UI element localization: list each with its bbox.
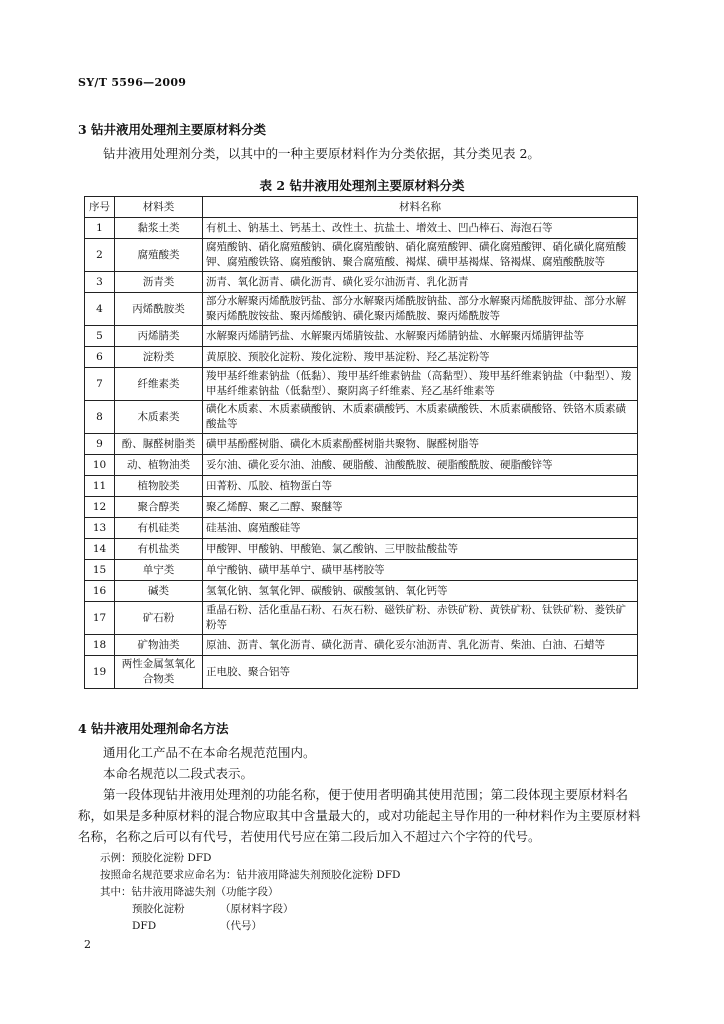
row-number: 14	[85, 539, 115, 560]
row-materials: 磺化木质素、木质素磺酸钠、木质素磺酸钙、木质素磺酸铁、木质素磺酸铬、铁铬木质素磺酸盐等	[203, 401, 638, 434]
row-number: 10	[85, 455, 115, 476]
table-row	[85, 272, 638, 293]
row-materials: 原油、沥青、氧化沥青、磺化沥青、磺化妥尔油沥青、乳化沥青、柴油、白油、石蜡等	[203, 635, 638, 656]
row-category: 两性金属氢氧化合物类	[115, 656, 203, 689]
table-row	[85, 539, 638, 560]
row-materials: 羧甲基纤维素钠盐（低黏）、羧甲基纤维素钠盐（高黏型）、羧甲基纤维素钠盐（中黏型）、羧甲基纤维素钠盐（低黏型）、聚阴离子纤维素、羟乙基纤维素等	[203, 368, 638, 401]
table-header-row	[85, 197, 638, 218]
row-materials: 沥青、氧化沥青、磺化沥青、磺化妥尔油沥青、乳化沥青	[203, 272, 638, 293]
row-number: 1	[85, 218, 115, 239]
section-4-p3: 第一段体现钻井液用处理剂的功能名称，便于使用者明确其使用范围；第二段体现主要原材料名称，如果是多种原材料的混合物应取其中含量最大的，或对功能起主导作用的一种材料作为主要原材料名称，名称之后可以有代号，若使用代号应在第二段后加入不超过六个字符的代号。	[78, 787, 641, 844]
table-row	[85, 326, 638, 347]
page-number: 2	[84, 938, 91, 951]
row-number: 15	[85, 560, 115, 581]
row-number: 18	[85, 635, 115, 656]
table-row	[85, 518, 638, 539]
row-number: 17	[85, 602, 115, 635]
header-no: 序号	[85, 197, 115, 218]
row-materials: 部分水解聚丙烯酰胺钙盐、部分水解聚丙烯酰胺钠盐、部分水解聚丙烯酰胺钾盐、部分水解聚丙烯酰胺铵盐、聚丙烯酸钠、磺化聚丙烯酰胺、聚丙烯酰胺等	[203, 293, 638, 326]
row-category: 丙烯腈类	[115, 326, 203, 347]
section-4-p2: 本命名规范以二段式表示。	[103, 766, 254, 781]
row-materials: 硅基油、腐殖酸硅等	[203, 518, 638, 539]
table-row	[85, 635, 638, 656]
row-category: 碱类	[115, 581, 203, 602]
row-number: 6	[85, 347, 115, 368]
example-line: 示例：预胶化淀粉 DFD	[100, 852, 212, 864]
table-row	[85, 656, 638, 689]
row-materials: 黄原胶、预胶化淀粉、羧化淀粉、羧甲基淀粉、羟乙基淀粉等	[203, 347, 638, 368]
row-materials: 正电胶、聚合铝等	[203, 656, 638, 689]
row-materials: 水解聚丙烯腈钙盐、水解聚丙烯腈铵盐、水解聚丙烯腈钠盐、水解聚丙烯腈钾盐等	[203, 326, 638, 347]
row-category: 沥青类	[115, 272, 203, 293]
row-category: 木质素类	[115, 401, 203, 434]
row-category: 动、植物油类	[115, 455, 203, 476]
table-row	[85, 602, 638, 635]
table-row	[85, 218, 638, 239]
row-category: 单宁类	[115, 560, 203, 581]
header-category: 材料类	[115, 197, 203, 218]
table-2-caption: 表 2 钻井液用处理剂主要原材料分类	[259, 178, 465, 193]
row-materials: 妥尔油、磺化妥尔油、油酸、硬脂酸、油酸酰胺、硬脂酸酰胺、硬脂酸锌等	[203, 455, 638, 476]
table-row	[85, 560, 638, 581]
row-category: 有机盐类	[115, 539, 203, 560]
row-materials: 磺甲基酚醛树脂、磺化木质素酚醛树脂共聚物、脲醛树脂等	[203, 434, 638, 455]
header-materials: 材料名称	[203, 197, 638, 218]
row-number: 5	[85, 326, 115, 347]
row-number: 2	[85, 239, 115, 272]
row-number: 9	[85, 434, 115, 455]
row-materials: 有机土、钠基土、钙基土、改性土、抗盐土、增效土、凹凸棒石、海泡石等	[203, 218, 638, 239]
row-category: 有机硅类	[115, 518, 203, 539]
table-row	[85, 401, 638, 434]
table-row	[85, 239, 638, 272]
row-category: 丙烯酰胺类	[115, 293, 203, 326]
example-field-1: 预胶化淀粉	[132, 903, 185, 915]
row-number: 7	[85, 368, 115, 401]
row-materials: 田菁粉、瓜胶、植物蛋白等	[203, 476, 638, 497]
row-materials: 聚乙烯醇、聚乙二醇、聚醚等	[203, 497, 638, 518]
row-category: 酚、脲醛树脂类	[115, 434, 203, 455]
row-materials: 腐殖酸钠、硝化腐殖酸钠、磺化腐殖酸钠、硝化腐殖酸钾、磺化腐殖酸钾、硝化磺化腐殖酸钾、腐殖酸铁铬、腐殖酸钠、聚合腐殖酸、褐煤、磺甲基褐煤、铬褐煤、腐殖酸酰胺等	[203, 239, 638, 272]
example-field-2-note: （代号）	[220, 920, 262, 932]
section-3-paragraph: 钻井液用处理剂分类，以其中的一种主要原材料作为分类依据，其分类见表 2。	[103, 146, 540, 161]
row-category: 聚合醇类	[115, 497, 203, 518]
row-number: 11	[85, 476, 115, 497]
example-field-1-note: （原材料字段）	[220, 903, 294, 915]
row-number: 13	[85, 518, 115, 539]
among-line: 其中：钻井液用降滤失剂（功能字段）	[100, 886, 279, 898]
row-category: 纤维素类	[115, 368, 203, 401]
row-category: 矿石粉	[115, 602, 203, 635]
row-materials: 单宁酸钠、磺甲基单宁、磺甲基栲胶等	[203, 560, 638, 581]
table-row	[85, 455, 638, 476]
table-row	[85, 581, 638, 602]
standard-code-header: SY/T 5596—2009	[78, 76, 187, 89]
row-materials: 氢氧化钠、氢氧化钾、碳酸钠、碳酸氢钠、氧化钙等	[203, 581, 638, 602]
table-row	[85, 434, 638, 455]
section-4-title: 4 钻井液用处理剂命名方法	[78, 721, 229, 736]
table-row	[85, 293, 638, 326]
table-row	[85, 347, 638, 368]
row-materials: 甲酸钾、甲酸钠、甲酸铯、氯乙酸钠、三甲胺盐酸盐等	[203, 539, 638, 560]
row-number: 19	[85, 656, 115, 689]
row-number: 4	[85, 293, 115, 326]
row-number: 16	[85, 581, 115, 602]
example-field-2: DFD	[132, 920, 157, 932]
section-3-title: 3 钻井液用处理剂主要原材料分类	[78, 122, 267, 137]
row-number: 12	[85, 497, 115, 518]
row-category: 植物胶类	[115, 476, 203, 497]
row-category: 矿物油类	[115, 635, 203, 656]
materials-table	[84, 196, 638, 689]
table-row	[85, 476, 638, 497]
row-category: 黏浆土类	[115, 218, 203, 239]
section-4-p1: 通用化工产品不在本命名规范范围内。	[103, 745, 316, 760]
row-category: 腐殖酸类	[115, 239, 203, 272]
row-materials: 重晶石粉、活化重晶石粉、石灰石粉、磁铁矿粉、赤铁矿粉、黄铁矿粉、钛铁矿粉、菱铁矿粉等	[203, 602, 638, 635]
rule-line: 按照命名规范要求应命名为：钻井液用降滤失剂预胶化淀粉 DFD	[100, 869, 401, 881]
row-category: 淀粉类	[115, 347, 203, 368]
table-row	[85, 368, 638, 401]
row-number: 3	[85, 272, 115, 293]
row-number: 8	[85, 401, 115, 434]
table-row	[85, 497, 638, 518]
